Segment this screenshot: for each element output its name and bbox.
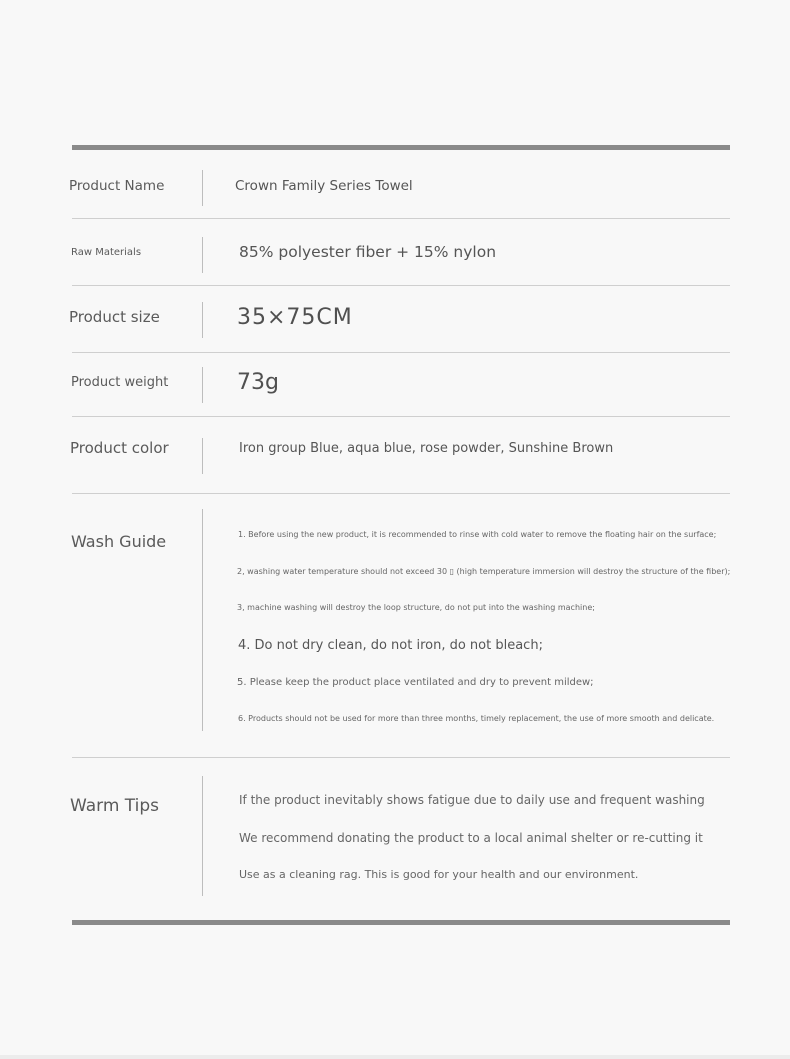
product-name-label: Product Name bbox=[69, 178, 165, 194]
wash-guide-line-2: 2, washing water temperature should not exceed 30 ▯ (high temperature immersion will destroy the structure of the fiber); bbox=[237, 567, 731, 576]
product-name-value: Crown Family Series Towel bbox=[235, 178, 413, 194]
row-separator bbox=[72, 352, 730, 353]
wash-guide-divider bbox=[202, 509, 203, 731]
row-separator bbox=[72, 757, 730, 758]
wash-guide-line-1: 1. Before using the new product, it is recommended to rinse with cold water to remove the floating hair on the surface; bbox=[238, 530, 717, 539]
row-separator bbox=[72, 218, 730, 219]
top-divider bbox=[72, 145, 730, 150]
warm-tips-label: Warm Tips bbox=[70, 796, 160, 816]
product-color-value: Iron group Blue, aqua blue, rose powder, Sunshine Brown bbox=[239, 441, 614, 456]
raw-materials-value: 85% polyester fiber + 15% nylon bbox=[239, 243, 497, 261]
wash-guide-line-5: 5. Please keep the product place ventilated and dry to prevent mildew; bbox=[237, 677, 594, 688]
wash-guide-label: Wash Guide bbox=[71, 532, 167, 551]
bottom-divider bbox=[72, 920, 730, 925]
raw-materials-divider bbox=[202, 237, 203, 273]
product-color-label: Product color bbox=[70, 439, 169, 457]
wash-guide-line-6: 6. Products should not be used for more than three months, timely replacement, the use of more smooth and delicate. bbox=[238, 714, 715, 723]
warm-tips-line-3: Use as a cleaning rag. This is good for your health and our environment. bbox=[239, 868, 639, 881]
product-color-divider bbox=[202, 438, 203, 474]
page-bottom-strip bbox=[0, 1055, 790, 1059]
product-weight-label: Product weight bbox=[71, 375, 169, 390]
row-separator bbox=[72, 416, 730, 417]
warm-tips-line-2: We recommend donating the product to a local animal shelter or re-cutting it bbox=[239, 831, 703, 845]
wash-guide-line-4: 4. Do not dry clean, do not iron, do not bleach; bbox=[238, 638, 543, 653]
row-separator bbox=[72, 285, 730, 286]
product-name-divider bbox=[202, 170, 203, 206]
warm-tips-line-1: If the product inevitably shows fatigue due to daily use and frequent washing bbox=[239, 793, 705, 807]
raw-materials-label: Raw Materials bbox=[71, 247, 142, 258]
warm-tips-divider bbox=[202, 776, 203, 896]
product-size-label: Product size bbox=[69, 308, 160, 326]
product-size-value: 35×75CM bbox=[237, 305, 353, 330]
product-weight-value: 73g bbox=[237, 370, 279, 395]
wash-guide-line-3: 3, machine washing will destroy the loop structure, do not put into the washing machine; bbox=[237, 603, 595, 612]
row-separator bbox=[72, 493, 730, 494]
product-size-divider bbox=[202, 302, 203, 338]
product-weight-divider bbox=[202, 367, 203, 403]
